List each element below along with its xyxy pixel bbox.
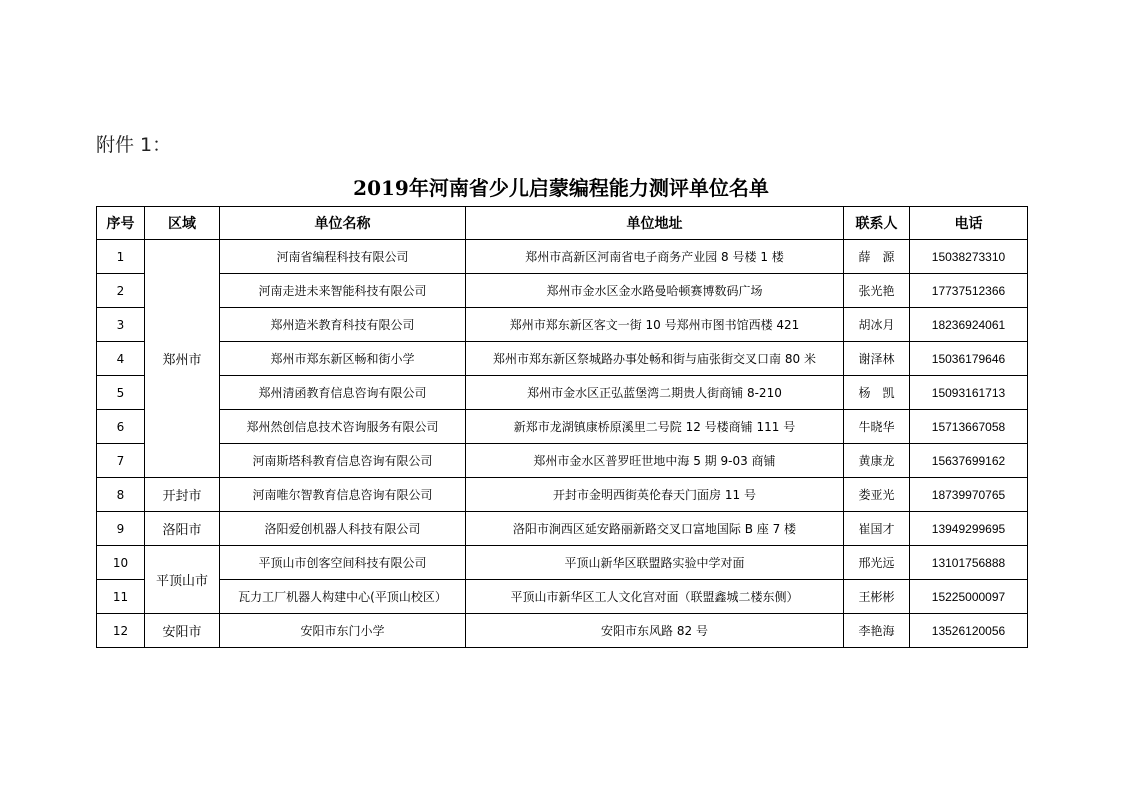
contact-cell: 邢光远 <box>844 546 910 580</box>
region-cell-kaifeng: 开封市 <box>145 478 220 512</box>
unit-address-cell: 郑州市金水区金水路曼哈顿赛博数码广场 <box>466 274 844 308</box>
unit-address-cell: 郑州市郑东新区祭城路办事处畅和街与庙张街交叉口南 80 米 <box>466 342 844 376</box>
table-row <box>97 376 1028 410</box>
contact-cell: 崔国才 <box>844 512 910 546</box>
unit-name-cell: 洛阳爱创机器人科技有限公司 <box>220 512 466 546</box>
table-row <box>97 342 1028 376</box>
region-cell-zhengzhou: 郑州市 <box>145 240 220 478</box>
contact-cell: 薛 源 <box>844 240 910 274</box>
table-row <box>97 274 1028 308</box>
unit-name-cell: 郑州然创信息技术咨询服务有限公司 <box>220 410 466 444</box>
table-row <box>97 308 1028 342</box>
unit-name-cell: 平顶山市创客空间科技有限公司 <box>220 546 466 580</box>
table-row <box>97 512 1028 546</box>
unit-name-cell: 瓦力工厂机器人构建中心(平顶山校区） <box>220 580 466 614</box>
unit-address-cell: 郑州市高新区河南省电子商务产业园 8 号楼 1 楼 <box>466 240 844 274</box>
table-row <box>97 478 1028 512</box>
unit-address-cell: 郑州市金水区普罗旺世地中海 5 期 9-03 商铺 <box>466 444 844 478</box>
attachment-label: 附件 1： <box>96 134 172 156</box>
header-region: 区域 <box>145 207 220 240</box>
unit-name-cell: 郑州清函教育信息咨询有限公司 <box>220 376 466 410</box>
unit-address-cell: 郑州市金水区正弘蓝堡湾二期贵人街商铺 8-210 <box>466 376 844 410</box>
unit-name-cell: 郑州造米教育科技有限公司 <box>220 308 466 342</box>
unit-address-cell: 郑州市郑东新区客文一街 10 号郑州市图书馆西楼 421 <box>466 308 844 342</box>
contact-cell: 牛晓华 <box>844 410 910 444</box>
unit-address-cell: 平顶山市新华区工人文化宫对面（联盟鑫城二楼东侧） <box>466 580 844 614</box>
contact-cell: 杨 凯 <box>844 376 910 410</box>
unit-name-cell: 河南斯塔科教育信息咨询有限公司 <box>220 444 466 478</box>
unit-name-cell: 河南唯尔智教育信息咨询有限公司 <box>220 478 466 512</box>
phone-cell: 15637699162 <box>910 444 1028 478</box>
phone-cell: 15036179646 <box>910 342 1028 376</box>
unit-address-cell: 安阳市东风路 82 号 <box>466 614 844 648</box>
contact-cell: 黄康龙 <box>844 444 910 478</box>
table-header-row <box>97 207 1028 240</box>
phone-cell: 15038273310 <box>910 240 1028 274</box>
contact-cell: 王彬彬 <box>844 580 910 614</box>
contact-cell: 胡冰月 <box>844 308 910 342</box>
unit-name-cell: 安阳市东门小学 <box>220 614 466 648</box>
region-cell-pingdingshan: 平顶山市 <box>145 546 220 614</box>
phone-cell: 18236924061 <box>910 308 1028 342</box>
unit-list-table <box>96 206 1028 648</box>
phone-cell: 15713667058 <box>910 410 1028 444</box>
header-unit-address: 单位地址 <box>466 207 844 240</box>
table-row <box>97 410 1028 444</box>
phone-cell: 15225000097 <box>910 580 1028 614</box>
seq-cell: 5 <box>97 376 145 410</box>
unit-name-cell: 郑州市郑东新区畅和街小学 <box>220 342 466 376</box>
seq-cell: 2 <box>97 274 145 308</box>
unit-address-cell: 开封市金明西街英伦春天门面房 11 号 <box>466 478 844 512</box>
unit-address-cell: 平顶山新华区联盟路实验中学对面 <box>466 546 844 580</box>
phone-cell: 15093161713 <box>910 376 1028 410</box>
seq-cell: 10 <box>97 546 145 580</box>
seq-cell: 1 <box>97 240 145 274</box>
table-row <box>97 546 1028 580</box>
table-row <box>97 614 1028 648</box>
phone-cell: 18739970765 <box>910 478 1028 512</box>
unit-address-cell: 洛阳市涧西区延安路丽新路交叉口富地国际 B 座 7 楼 <box>466 512 844 546</box>
header-unit-name: 单位名称 <box>220 207 466 240</box>
seq-cell: 3 <box>97 308 145 342</box>
unit-name-cell: 河南走进未来智能科技有限公司 <box>220 274 466 308</box>
seq-cell: 8 <box>97 478 145 512</box>
header-contact: 联系人 <box>844 207 910 240</box>
unit-name-cell: 河南省编程科技有限公司 <box>220 240 466 274</box>
unit-address-cell: 新郑市龙湖镇康桥原溪里二号院 12 号楼商铺 111 号 <box>466 410 844 444</box>
region-cell-luoyang: 洛阳市 <box>145 512 220 546</box>
phone-cell: 13101756888 <box>910 546 1028 580</box>
seq-cell: 12 <box>97 614 145 648</box>
seq-cell: 6 <box>97 410 145 444</box>
region-cell-anyang: 安阳市 <box>145 614 220 648</box>
seq-cell: 7 <box>97 444 145 478</box>
seq-cell: 11 <box>97 580 145 614</box>
contact-cell: 娄亚光 <box>844 478 910 512</box>
contact-cell: 张光艳 <box>844 274 910 308</box>
seq-cell: 9 <box>97 512 145 546</box>
document-title: 2019年河南省少儿启蒙编程能力测评单位名单 <box>353 176 769 200</box>
seq-cell: 4 <box>97 342 145 376</box>
phone-cell: 13949299695 <box>910 512 1028 546</box>
contact-cell: 李艳海 <box>844 614 910 648</box>
table-row <box>97 580 1028 614</box>
contact-cell: 谢泽林 <box>844 342 910 376</box>
table-row <box>97 444 1028 478</box>
header-phone: 电话 <box>910 207 1028 240</box>
phone-cell: 13526120056 <box>910 614 1028 648</box>
phone-cell: 17737512366 <box>910 274 1028 308</box>
header-seq: 序号 <box>97 207 145 240</box>
table-row <box>97 240 1028 274</box>
